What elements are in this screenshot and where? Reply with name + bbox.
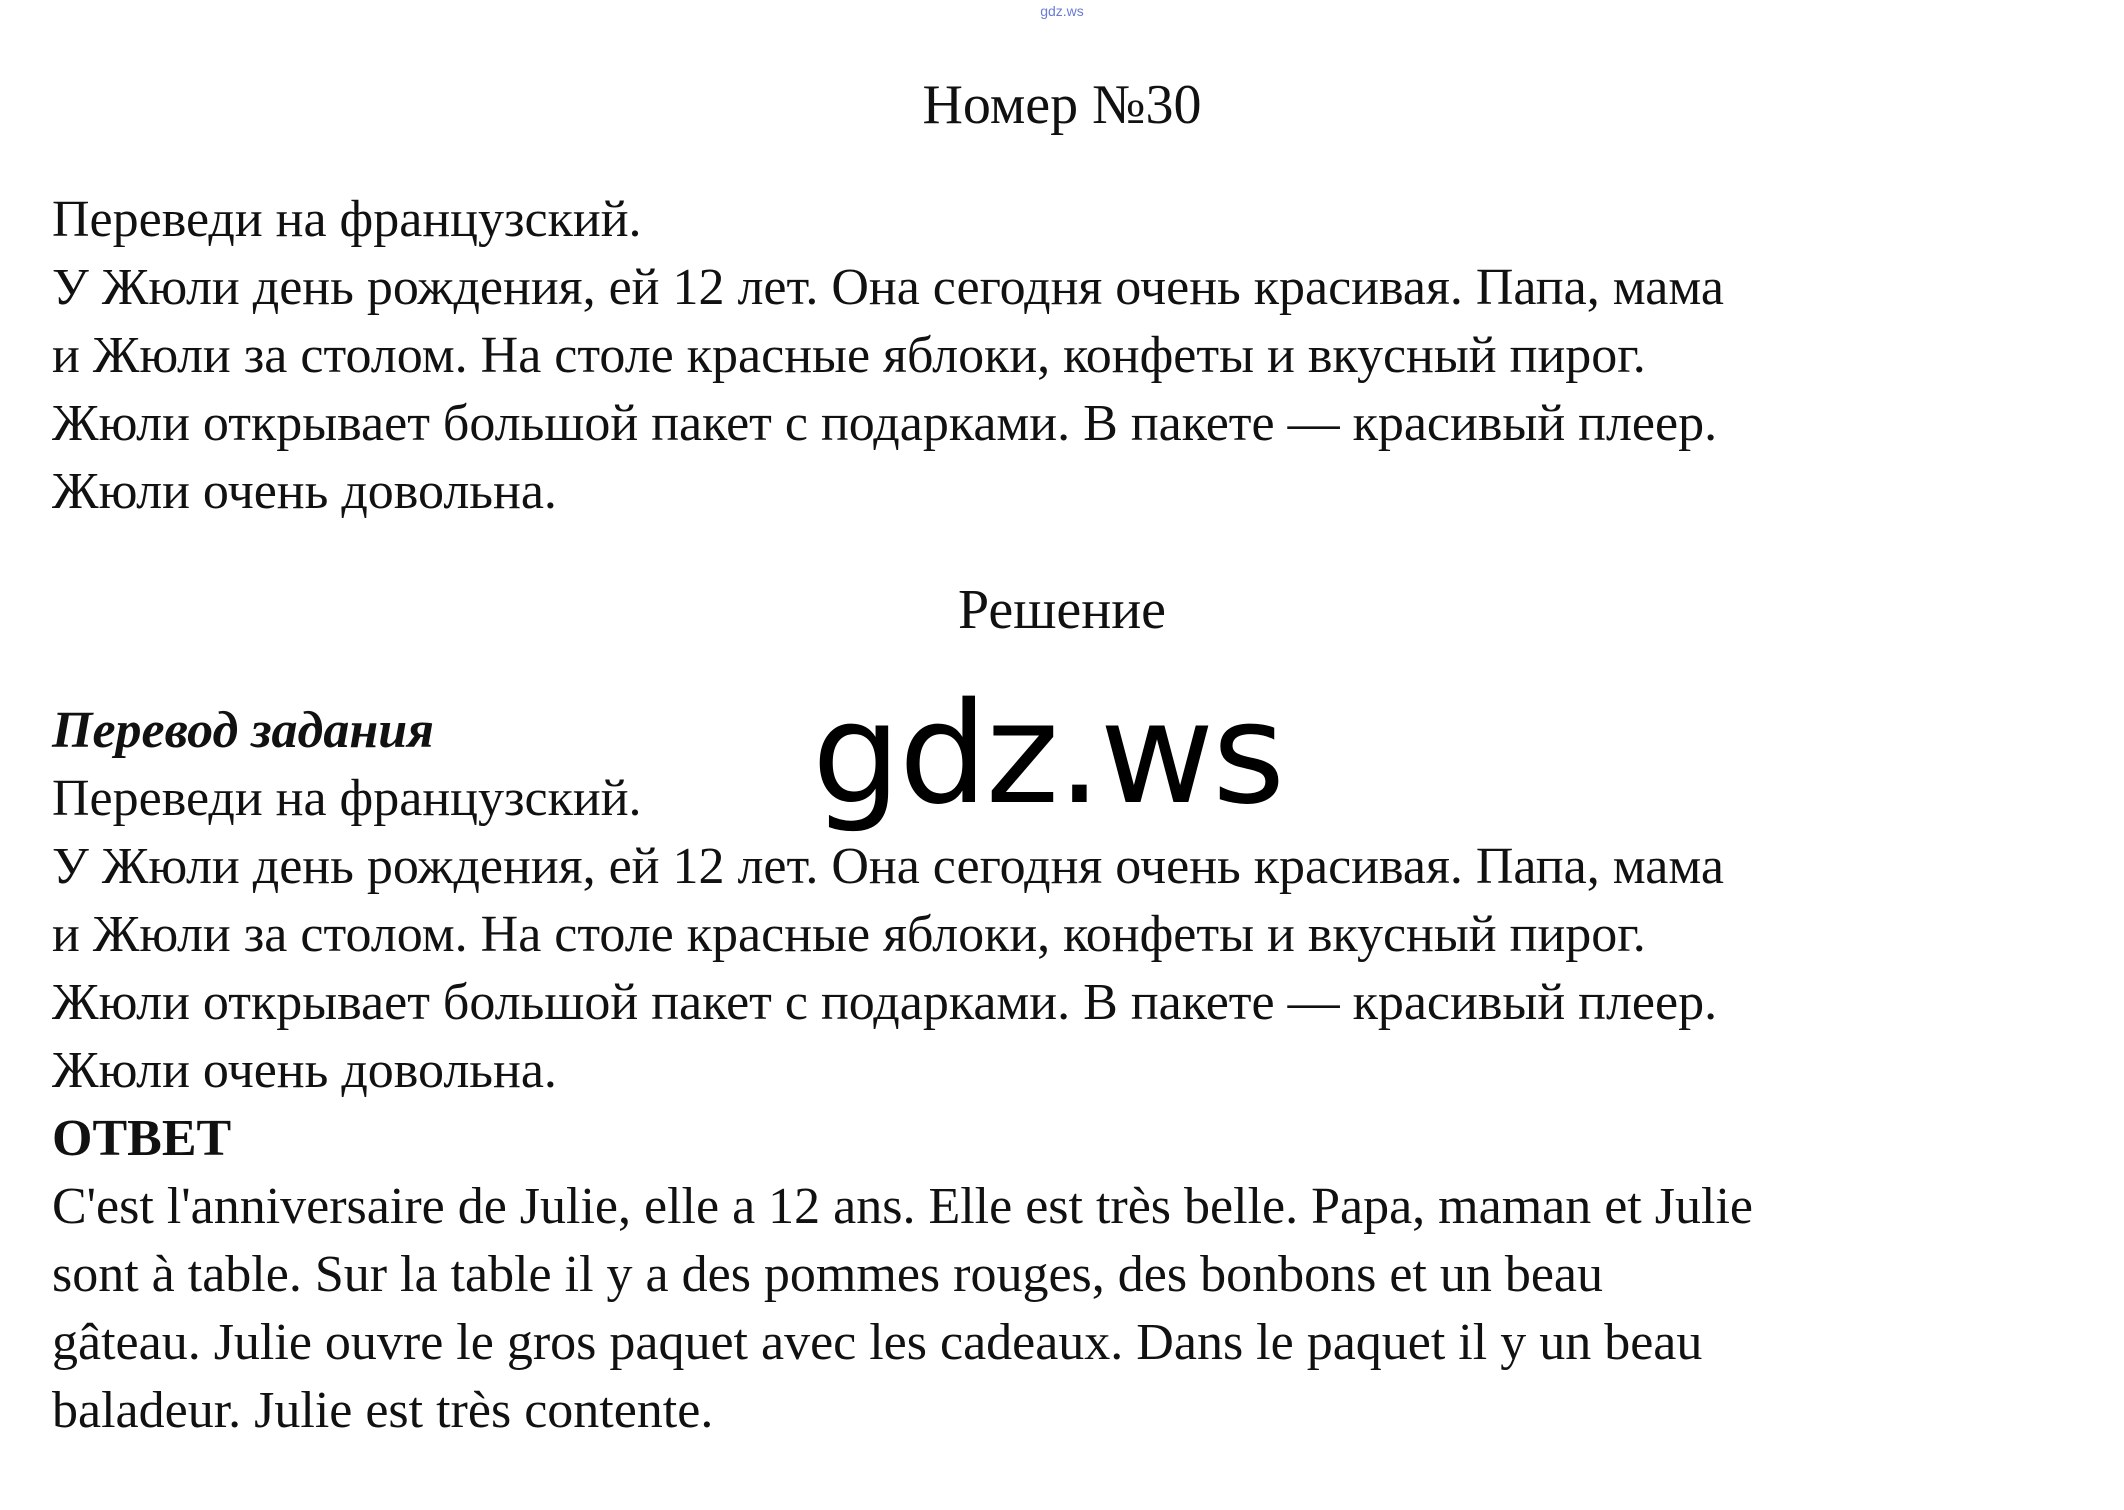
page-title: Номер №30 <box>922 74 1202 136</box>
gdz-watermark: gdz.ws <box>812 673 1284 836</box>
translation-line: и Жюли за столом. На столе красные яблоки, конфеты и вкусный пирог. <box>52 906 1646 963</box>
task-line: Жюли очень довольна. <box>52 463 557 520</box>
answer-line: C'est l'anniversaire de Julie, elle a 12 ans. Elle est très belle. Papa, maman et Julie <box>52 1178 1753 1235</box>
translation-line: Переведи на французский. <box>52 770 642 827</box>
translation-line: Жюли открывает большой пакет с подарками. В пакете — красивый плеер. <box>52 974 1718 1031</box>
translation-line: У Жюли день рождения, ей 12 лет. Она сегодня очень красивая. Папа, мама <box>52 838 1724 895</box>
task-line: и Жюли за столом. На столе красные яблоки, конфеты и вкусный пирог. <box>52 327 1646 384</box>
solution-title: Решение <box>957 579 1167 641</box>
task-line: Переведи на французский. <box>52 191 642 248</box>
answer-line: gâteau. Julie ouvre le gros paquet avec les cadeaux. Dans le paquet il y un beau <box>52 1314 1703 1371</box>
task-line: У Жюли день рождения, ей 12 лет. Она сегодня очень красивая. Папа, мама <box>52 259 1724 316</box>
task-text <box>52 186 2052 526</box>
answer-heading: ОТВЕТ <box>52 1110 232 1167</box>
answer-line: baladeur. Julie est très contente. <box>52 1382 714 1439</box>
answer-line: sont à table. Sur la table il y a des pommes rouges, des bonbons et un beau <box>52 1246 1604 1303</box>
top-watermark-text: gdz.ws <box>1040 3 1084 19</box>
translation-line: Жюли очень довольна. <box>52 1042 557 1099</box>
task-line: Жюли открывает большой пакет с подарками. В пакете — красивый плеер. <box>52 395 1718 452</box>
translation-heading: Перевод задания <box>52 702 434 759</box>
